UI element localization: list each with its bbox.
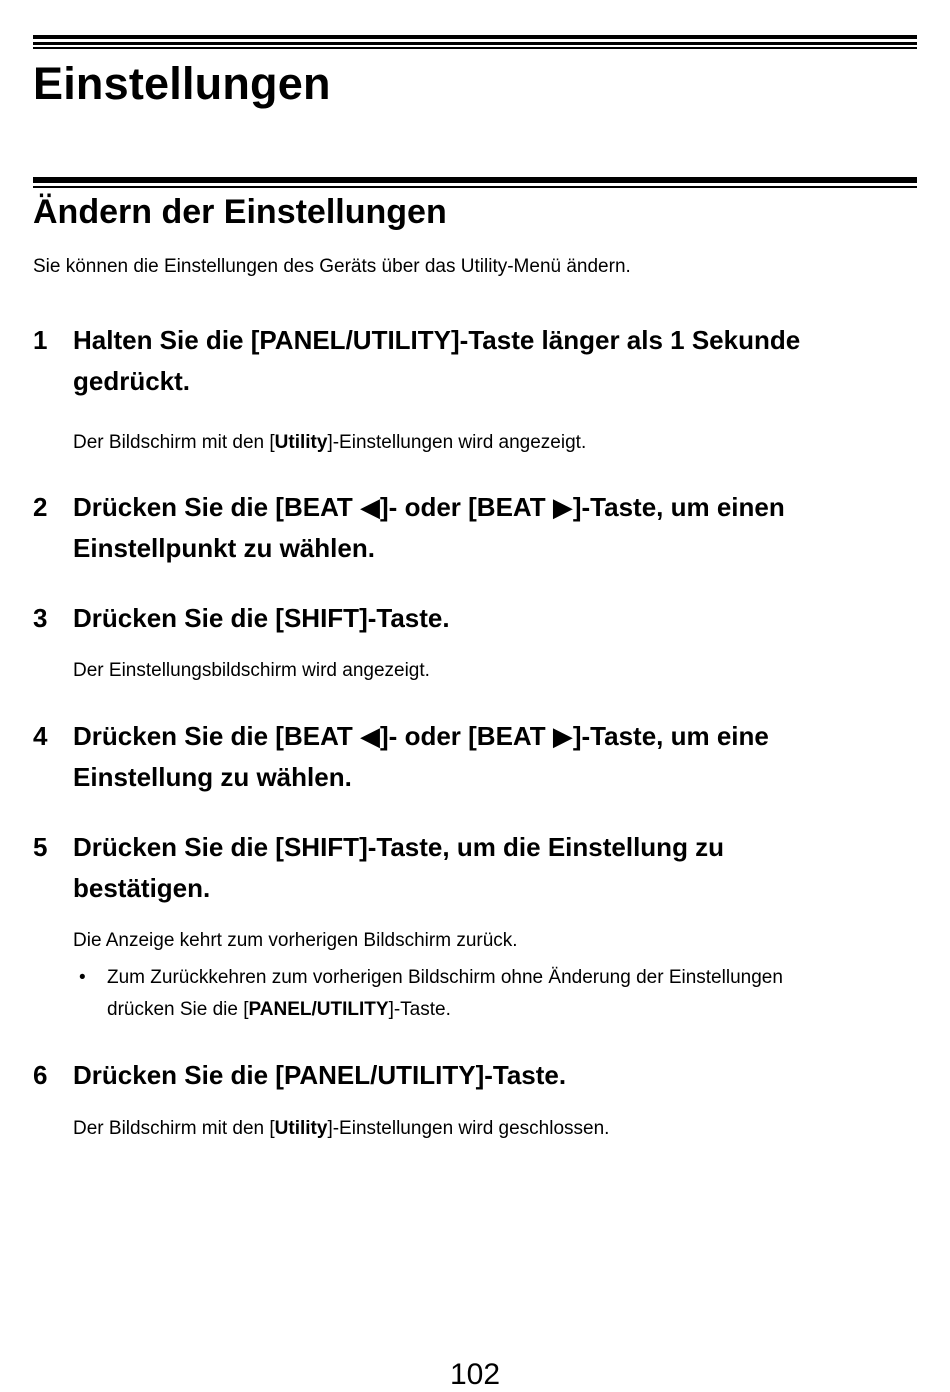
chapter-rule bbox=[33, 35, 917, 49]
step-number: 3 bbox=[33, 603, 48, 633]
chapter-title: Einstellungen bbox=[33, 58, 331, 109]
step-instruction bbox=[73, 320, 903, 402]
note-text: Der Bildschirm mit den [ bbox=[73, 432, 275, 453]
step-number: 1 bbox=[33, 325, 48, 355]
bullet-line: Zum Zurückkehren zum vorherigen Bildschirm ohne Änderung der Einstellungen bbox=[107, 967, 783, 988]
bullet-dot: • bbox=[79, 967, 86, 988]
bullet-line bbox=[107, 994, 913, 1026]
step-line: Drücken Sie die [PANEL/UTILITY]-Taste. bbox=[73, 1060, 567, 1090]
section-title: Ändern der Einstellungen bbox=[33, 193, 447, 231]
bullet-line-text: drücken Sie die [ bbox=[107, 999, 249, 1020]
step-5-note: Die Anzeige kehrt zum vorherigen Bildschirm zurück. bbox=[73, 930, 518, 951]
note-bold-text: Utility bbox=[274, 432, 328, 453]
step-line: Drücken Sie die [BEAT ◀]- oder [BEAT ▶]-Taste, um einen bbox=[73, 492, 785, 522]
step-3-note: Der Einstellungsbildschirm wird angezeigt. bbox=[73, 660, 430, 681]
step-1-note bbox=[73, 429, 913, 457]
step-number: 6 bbox=[33, 1060, 48, 1090]
step-line: Einstellpunkt zu wählen. bbox=[73, 533, 375, 563]
note-text: ]-Einstellungen wird geschlossen. bbox=[327, 1118, 610, 1139]
step-line: Drücken Sie die [BEAT ◀]- oder [BEAT ▶]-Taste, um eine bbox=[73, 721, 769, 751]
step-line: Drücken Sie die [SHIFT]-Taste, um die Einstellung zu bbox=[73, 832, 725, 862]
note-bold-text: Utility bbox=[274, 1118, 328, 1139]
step-line: gedrückt. bbox=[73, 366, 191, 396]
step-number: 4 bbox=[33, 721, 48, 751]
step-6-note bbox=[73, 1115, 913, 1143]
step-instruction bbox=[73, 827, 903, 909]
step-instruction bbox=[73, 598, 903, 639]
bullet-text bbox=[107, 962, 913, 1026]
step-line: Drücken Sie die [SHIFT]-Taste. bbox=[73, 603, 450, 633]
step-instruction bbox=[73, 1055, 903, 1096]
step-line: Einstellung zu wählen. bbox=[73, 762, 352, 792]
intro-text: Sie können die Einstellungen des Geräts über das Utility-Menü ändern. bbox=[33, 256, 631, 277]
bullet-bold-text: PANEL/UTILITY bbox=[248, 999, 389, 1020]
note-text: ]-Einstellungen wird angezeigt. bbox=[327, 432, 587, 453]
note-text: Der Bildschirm mit den [ bbox=[73, 1118, 275, 1139]
step-instruction bbox=[73, 716, 903, 798]
step-number: 5 bbox=[33, 832, 48, 862]
section-rule bbox=[33, 177, 917, 188]
step-line: bestätigen. bbox=[73, 873, 211, 903]
step-instruction bbox=[73, 487, 903, 569]
manual-page bbox=[33, 0, 917, 1390]
step-line: Halten Sie die [PANEL/UTILITY]-Taste länger als 1 Sekunde bbox=[73, 325, 801, 355]
page-number: 102 bbox=[449, 1358, 501, 1391]
step-number: 2 bbox=[33, 492, 48, 522]
bullet-line-text: ]-Taste. bbox=[388, 999, 451, 1020]
